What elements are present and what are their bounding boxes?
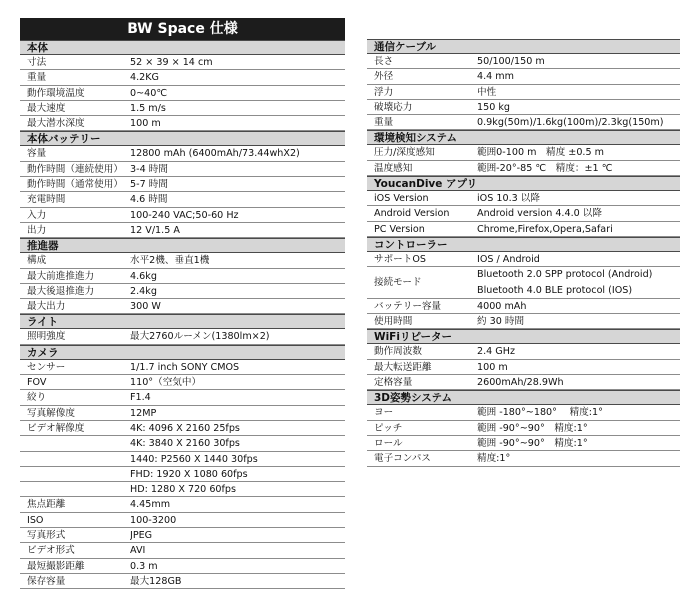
spec-value: 12800 mAh (6400mAh/73.44whX2) [130, 148, 300, 160]
spec-row [367, 252, 680, 267]
spec-row [367, 267, 680, 299]
section-header: 環境検知システム [367, 130, 680, 145]
spec-row [20, 146, 345, 161]
spec-value: 範囲 -90°~90° 精度:1° [477, 422, 588, 434]
spec-label: 出力 [27, 224, 47, 236]
spec-label: 破壊応力 [374, 101, 413, 113]
spec-value: 範囲 -90°~90° 精度:1° [477, 437, 588, 449]
spec-row [367, 69, 680, 84]
spec-value: 1/1.7 inch SONY CMOS [130, 361, 240, 373]
spec-row [367, 145, 680, 160]
spec-value: 範囲 -180°~180° 精度:1° [477, 407, 603, 419]
spec-value: 300 W [130, 301, 161, 313]
spec-value: 4K: 3840 X 2160 30fps [130, 438, 240, 450]
spec-label: 接続モード [374, 276, 422, 288]
spec-value-line: Bluetooth 4.0 BLE protocol (IOS) [477, 284, 633, 296]
spec-row [367, 344, 680, 359]
spec-row [20, 360, 345, 375]
spec-label: 絞り [27, 392, 47, 404]
spec-row [367, 405, 680, 420]
spec-label: PC Version [374, 223, 425, 235]
spec-value: 0.3 m [130, 560, 158, 572]
right-spec-column [367, 39, 680, 467]
spec-value: 2600mAh/28.9Wh [477, 377, 564, 389]
spec-label: 最大前進推進力 [27, 270, 95, 282]
spec-value: 0.9kg(50m)/1.6kg(100m)/2.3kg(150m) [477, 117, 664, 129]
spec-row [367, 161, 680, 176]
spec-value: 100-240 VAC;50-60 Hz [130, 209, 239, 221]
spec-label: 温度感知 [374, 162, 413, 174]
spec-value: F1.4 [130, 392, 151, 404]
spec-value: 2.4 GHz [477, 346, 515, 358]
spec-value: iOS 10.3 以降 [477, 193, 540, 205]
spec-row [20, 269, 345, 284]
spec-value: JPEG [130, 530, 153, 542]
section-header: 推進器 [20, 238, 345, 253]
spec-label: 容量 [27, 148, 47, 160]
spec-label: 寸法 [27, 57, 47, 68]
section-header: 本体 [20, 40, 345, 55]
spec-value: 最大128GB [130, 575, 182, 587]
spec-label: 最大速度 [27, 102, 66, 114]
spec-value: IOS / Android [477, 253, 540, 265]
spec-row [20, 513, 345, 528]
spec-label: ビデオ解像度 [27, 422, 85, 434]
spec-value: 1.5 m/s [130, 102, 166, 114]
spec-row [20, 482, 345, 497]
spec-label: 動作環境温度 [27, 87, 85, 99]
spec-row [20, 101, 345, 116]
spec-row [20, 162, 345, 177]
spec-value: 4.6kg [130, 270, 157, 282]
spec-label: 写真形式 [27, 530, 66, 542]
spec-row [20, 208, 345, 223]
spec-row [20, 559, 345, 574]
spec-value: 3-4 時間 [130, 163, 168, 175]
spec-value: 52 × 39 × 14 cm [130, 57, 213, 68]
spec-row [20, 284, 345, 299]
spec-row [367, 191, 680, 206]
spec-value: 最大2760ルーメン(1380lm×2) [130, 331, 270, 343]
spec-label: 最大転送距離 [374, 361, 432, 373]
spec-value: 精度:1° [477, 453, 511, 465]
spec-label: 構成 [27, 255, 47, 267]
spec-value: AVI [130, 545, 146, 557]
section-header: カメラ [20, 345, 345, 360]
spec-label: iOS Version [374, 193, 429, 205]
spec-value: HD: 1280 X 720 60fps [130, 484, 237, 496]
spec-row [367, 436, 680, 451]
spec-row [20, 390, 345, 405]
spec-row [367, 360, 680, 375]
spec-value: 4.45mm [130, 499, 171, 511]
spec-value: 中性 [477, 86, 497, 98]
spec-value: 110°（空気中） [130, 377, 202, 389]
spec-label [20, 452, 130, 466]
left-spec-column [20, 40, 345, 589]
spec-label: Android Version [374, 208, 450, 220]
spec-value: 100 m [477, 361, 508, 373]
spec-row [367, 222, 680, 237]
section-header: 本体バッテリー [20, 131, 345, 146]
spec-label: 最大後退推進力 [27, 285, 95, 297]
spec-value: 12MP [130, 407, 157, 419]
spec-row [367, 100, 680, 115]
spec-row [367, 115, 680, 130]
page-title: BW Space 仕様 [20, 18, 345, 40]
section-header: ライト [20, 314, 345, 329]
spec-row [20, 436, 345, 451]
spec-row [20, 192, 345, 207]
spec-value-line: Bluetooth 2.0 SPP protocol (Android) [477, 269, 653, 281]
section-header: 通信ケーブル [367, 39, 680, 54]
spec-value: 2.4kg [130, 285, 157, 297]
section-header: YoucanDive アプリ [367, 176, 680, 191]
spec-label: 使用時間 [374, 316, 413, 328]
spec-row [20, 70, 345, 85]
spec-row [20, 86, 345, 101]
spec-label: 動作周波数 [374, 346, 422, 358]
spec-label: ヨー [374, 407, 394, 419]
spec-value: 4.6 時間 [130, 194, 168, 206]
spec-label: 長さ [374, 56, 394, 67]
spec-label: ピッチ [374, 422, 403, 434]
spec-row [20, 543, 345, 558]
spec-row [20, 375, 345, 390]
spec-label: ISO [27, 514, 44, 526]
spec-row [367, 85, 680, 100]
spec-row [367, 299, 680, 314]
spec-value: 約 30 時間 [477, 316, 525, 328]
section-header: コントローラー [367, 237, 680, 252]
spec-value: 100 m [130, 118, 161, 130]
spec-value: FHD: 1920 X 1080 60fps [130, 468, 248, 480]
spec-value: 4.4 mm [477, 71, 514, 83]
spec-row [20, 421, 345, 436]
spec-label: 圧力/深度感知 [374, 147, 435, 159]
spec-row [20, 574, 345, 589]
spec-label: 定格容量 [374, 377, 413, 389]
spec-label: 写真解像度 [27, 407, 75, 419]
spec-value: 4K: 4096 X 2160 25fps [130, 422, 240, 434]
spec-row [367, 421, 680, 436]
spec-value: 範囲0-100 m 精度 ±0.5 m [477, 147, 604, 159]
spec-label [20, 482, 130, 496]
spec-value: 4.2KG [130, 72, 159, 84]
spec-value: 水平2機、垂直1機 [130, 255, 210, 267]
spec-row [20, 497, 345, 512]
spec-value: 150 kg [477, 101, 511, 113]
spec-label: 重量 [27, 72, 47, 84]
spec-label: 動作時間（連続使用） [27, 163, 123, 175]
spec-label: センサー [27, 361, 66, 373]
spec-label: 焦点距離 [27, 499, 66, 511]
spec-label: 充電時間 [27, 194, 66, 206]
spec-label: 外径 [374, 71, 394, 83]
spec-value: 5-7 時間 [130, 179, 168, 191]
spec-label: ビデオ形式 [27, 545, 75, 557]
spec-label: 保存容量 [27, 575, 66, 587]
spec-row [20, 299, 345, 314]
section-header: 3D姿勢システム [367, 390, 680, 405]
spec-row [367, 451, 680, 466]
spec-label: サポートOS [374, 253, 427, 265]
spec-value: 100-3200 [130, 514, 177, 526]
spec-row [20, 223, 345, 238]
spec-label [20, 467, 130, 481]
spec-row [20, 406, 345, 421]
spec-value: 0~40℃ [130, 87, 168, 99]
spec-label: ロール [374, 437, 403, 449]
spec-row [20, 253, 345, 268]
spec-value: 4000 mAh [477, 300, 527, 312]
spec-label: 電子コンパス [374, 453, 431, 465]
spec-label: FOV [27, 377, 47, 389]
section-header: WiFiリピーター [367, 329, 680, 344]
spec-row [367, 206, 680, 221]
spec-value: Android version 4.4.0 以降 [477, 208, 602, 220]
spec-row [20, 528, 345, 543]
spec-row [20, 55, 345, 70]
spec-label: 入力 [27, 209, 47, 221]
spec-value: 50/100/150 m [477, 56, 545, 67]
spec-value: Chrome,Firefox,Opera,Safari [477, 223, 613, 235]
spec-row [20, 329, 345, 344]
spec-value [477, 267, 680, 298]
spec-row [20, 467, 345, 482]
spec-value: 12 V/1.5 A [130, 224, 180, 236]
spec-row [367, 375, 680, 390]
spec-label: 最短撮影距離 [27, 560, 85, 572]
spec-row [20, 116, 345, 131]
spec-row [20, 452, 345, 467]
spec-label: 最大出力 [27, 301, 66, 313]
spec-label: 重量 [374, 117, 394, 129]
spec-label: 最大潜水深度 [27, 118, 85, 130]
spec-row [20, 177, 345, 192]
spec-label: 照明強度 [27, 331, 66, 343]
spec-label: バッテリー容量 [374, 300, 442, 312]
spec-row [367, 314, 680, 329]
spec-label: 浮力 [374, 86, 394, 98]
spec-row [367, 54, 680, 69]
spec-label: 動作時間（通常使用） [27, 179, 123, 191]
spec-value: 1440: P2560 X 1440 30fps [130, 453, 258, 465]
spec-value: 範囲-20°-85 ℃ 精度：±1 ℃ [477, 162, 613, 174]
spec-label [20, 436, 130, 450]
